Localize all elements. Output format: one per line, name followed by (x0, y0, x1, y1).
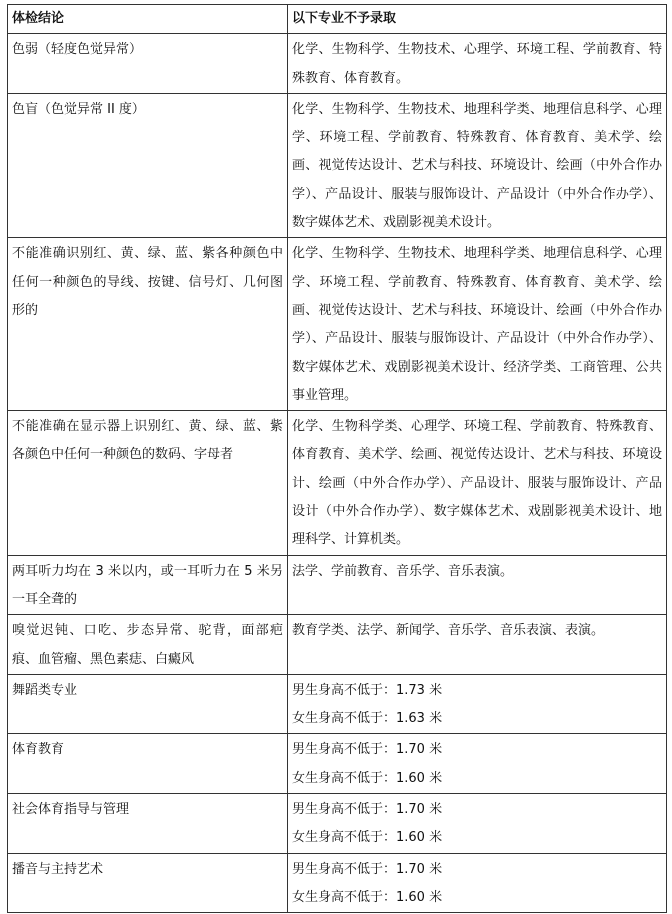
height-requirement-row (8, 734, 667, 794)
height-cell (288, 853, 667, 913)
condition-cell: 嗅觉迟钝、口吃、步态异常、驼背，面部疤痕、血管瘤、黑色素痣、白癜风 (8, 615, 288, 675)
female-height: 女生身高不低于：1.60 米 (292, 830, 443, 846)
major-name-cell: 播音与主持艺术 (8, 853, 288, 913)
majors-cell: 化学、生物科学、生物技术、地理科学类、地理信息科学、心理学、环境工程、学前教育、特殊教育、体育教育、美术学、绘画、视觉传达设计、艺术与科技、环境设计、绘画（中外合作办学）、产品设计、服装与服饰设计、产品设计（中外合作办学）、数字媒体艺术、戏剧影视美术设计。 (288, 93, 667, 237)
major-name-cell: 舞蹈类专业 (8, 674, 288, 734)
majors-cell: 化学、生物科学、生物技术、心理学、环境工程、学前教育、特殊教育、体育教育。 (288, 34, 667, 94)
height-cell (288, 674, 667, 734)
majors-cell: 教育学类、法学、新闻学、音乐学、音乐表演、表演。 (288, 615, 667, 675)
height-requirement-row (8, 853, 667, 913)
header-excluded-majors: 以下专业不予录取 (288, 5, 667, 34)
table-header-row (8, 5, 667, 34)
table-row (8, 615, 667, 675)
table-row (8, 555, 667, 615)
header-exam-conclusion: 体检结论 (8, 5, 288, 34)
majors-cell: 化学、生物科学、生物技术、地理科学类、地理信息科学、心理学、环境工程、学前教育、特殊教育、体育教育、美术学、绘画、视觉传达设计、艺术与科技、环境设计、绘画（中外合作办学）、产品设计、服装与服饰设计、产品设计（中外合作办学）、数字媒体艺术、戏剧影视美术设计、经济学类、工商管理、公共事业管理。 (288, 238, 667, 411)
condition-cell: 不能准确识别红、黄、绿、蓝、紫各种颜色中任何一种颜色的导线、按键、信号灯、几何图形的 (8, 238, 288, 411)
male-height: 男生身高不低于：1.70 米 (292, 802, 443, 818)
table-row (8, 238, 667, 411)
table-row (8, 411, 667, 555)
female-height: 女生身高不低于：1.63 米 (292, 711, 443, 727)
male-height: 男生身高不低于：1.70 米 (292, 861, 443, 877)
major-name-cell: 社会体育指导与管理 (8, 794, 288, 854)
male-height: 男生身高不低于：1.70 米 (292, 742, 443, 758)
majors-cell: 化学、生物科学类、心理学、环境工程、学前教育、特殊教育、体育教育、美术学、绘画、视觉传达设计、艺术与科技、环境设计、绘画（中外合作办学）、产品设计、服装与服饰设计、产品设计（中外合作办学）、数字媒体艺术、戏剧影视美术设计、地理科学、计算机类。 (288, 411, 667, 555)
height-cell (288, 794, 667, 854)
majors-cell: 法学、学前教育、音乐学、音乐表演。 (288, 555, 667, 615)
condition-cell: 色盲（色觉异常 II 度） (8, 93, 288, 237)
table-row (8, 34, 667, 94)
restrictions-table (7, 4, 667, 913)
table-row (8, 93, 667, 237)
condition-cell: 两耳听力均在 3 米以内，或一耳听力在 5 米另一耳全聋的 (8, 555, 288, 615)
height-requirement-row (8, 674, 667, 734)
female-height: 女生身高不低于：1.60 米 (292, 889, 443, 905)
male-height: 男生身高不低于：1.73 米 (292, 682, 443, 698)
height-requirement-row (8, 794, 667, 854)
condition-cell: 不能准确在显示器上识别红、黄、绿、蓝、紫各颜色中任何一种颜色的数码、字母者 (8, 411, 288, 555)
major-name-cell: 体育教育 (8, 734, 288, 794)
female-height: 女生身高不低于：1.60 米 (292, 770, 443, 786)
condition-cell: 色弱（轻度色觉异常） (8, 34, 288, 94)
height-cell (288, 734, 667, 794)
